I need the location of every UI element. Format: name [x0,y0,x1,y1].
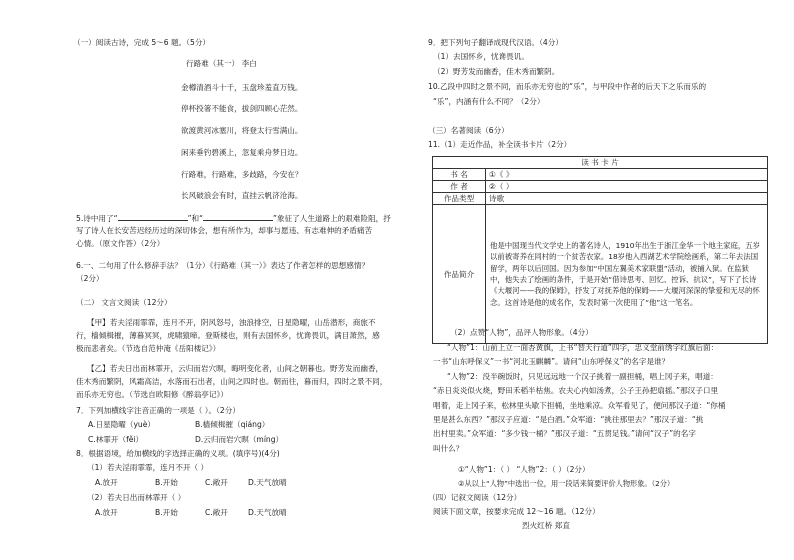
fill-line-b: ②从以上“人物”中选出一位，用一段话来简要评价人物形象。（2分） [458,479,675,488]
q10-line-2: “乐”，内涵有什么不同？（2分） [433,97,545,106]
poem-line: 闲来垂钓碧溪上，忽复乘舟梦日边。 [181,148,303,157]
card-intro-text: 他是中国现当代文学史上的著名诗人，1910年出生于浙江金华一个地主家庭，五岁以前被寄养在同村的一个贫苦农家。18岁他入西湖艺术学院绘画系，第二年去法国留学，两年以后回国。因为参加“中国左翼美术家联盟”活动，被捕入狱。在监狱中，他失去了绘画的条件，于是开始“借诗思考、回忆、控诉、抗议”，写下了长诗《大堰河——我的保姆》，抒发了对抚养他的保姆——大堰河深深的挚爱和无尽的怀念。这首诗是他的成名作，发表时第一次使用了“他”这一笔名。 [486,205,768,344]
q5-line-3: 心情。（原文作答）（2分） [76,239,165,248]
q10-line-1: 10.乙段中四时之景不同，而乐亦无穷也的“乐”，与甲段中作者的后天下之乐而乐的 [428,82,707,91]
poem-title: 行路难（其一） 李白 [186,59,257,68]
q11-2-line: “赤日炎炎似火烧，野田禾稻半枯焦。农夫心内如汤煮，公子王孙把扇摇。”那汉子口里 [433,386,719,395]
card-book-value[interactable]: ①《 》 [486,169,768,181]
yi-line: 佳木秀而繁阴，风霜高洁，水落而石出者，山间之四时也。朝而往，暮而归，四时之景不同， [76,377,388,386]
poem-line: 长风破浪会有时，直挂云帆济沧海。 [181,191,303,200]
yi-line: 而乐亦无穷也。（节选自欧阳修《醉翁亭记》） [76,390,228,399]
q8-1-option-d[interactable]: D.天气放晴 [248,478,287,487]
q7-option-d[interactable]: D.云归而岩穴暝（míng） [195,435,284,444]
poem-line: 欲渡黄河冰塞川，将登太行雪满山。 [181,126,303,135]
q11-2-line: 出村里卖。”众军道：“多少钱一桶？”那汉子道：“五贯足钱。”请问“汉子”的名字 [433,429,696,438]
article-title: 烈火红桥 郑直 [522,521,570,530]
section-3-heading: （三）名著阅读（6分） [428,126,509,135]
card-author-label: 作 者 [433,181,486,193]
yi-line: 【乙】若夫日出而林霏开，云归而岩穴暝，晦明变化者，山间之朝暮也。野芳发而幽香， [87,364,384,373]
jia-line: 【甲】若夫淫雨霏霏，连月不开，阴风怒号，浊浪排空，日星隐曜，山岳潜形，商旅不 [87,318,376,327]
q9-stem: 9．把下列句子翻译成现代汉语。（4分） [428,38,563,47]
q5-blank-2[interactable] [203,212,273,221]
q8-2-option-c[interactable]: C.敞开 [205,508,228,517]
q11-stem: 11.（1）走近作品，补全读书卡片（2分） [428,140,572,149]
poem-line: 金樽清酒斗十千，玉盘珍羞直万钱。 [181,83,303,92]
section-2-heading: （二） 文言文阅读（12分） [76,298,172,307]
q7-stem: 7．下列加横线字注音正确的一项是（ ）。（2分） [76,406,240,415]
card-genre-label: 作品类型 [433,193,486,205]
q11-2-line: “人物”2：没半碗饭时，只见远远地一个汉子挑着一副担桶，唱上冈子来，唱道： [447,372,718,381]
q8-2-option-a[interactable]: A.放开 [95,508,118,517]
q8-1-option-b[interactable]: B.开始 [155,478,178,487]
q5-part-a: 5.诗中用了“ [76,214,118,223]
q11-2-line: “人物”1：山前上立一面杏黄旗，上书“替天行道”四字，忠义堂前绣字红旗后面： [447,343,719,352]
poem-line: 停杯投箸不能食，拔剑四顾心茫然。 [181,104,303,113]
q11-2-line: 一书“山东呼保义”一书“河北玉麒麟”。请问“山东呼保义”的名字是谁？ [433,357,670,366]
q8-item-1: （1）若夫淫雨霏霏，连月不开（ ） [87,463,209,472]
q11-2-stem: （2）点赞“人物”，品评人物形象。（4分） [450,328,593,337]
jia-line: 极而悲者矣。（节选自范仲淹《岳阳楼记》） [76,344,221,353]
q5-line-2: 写了诗人在长安苦迟经历过的深切体会，想有所作为，却事与愿违、有志难伸的矛盾痛苦 [76,226,373,235]
q6-line-1: 6.一、二句用了什么修辞手法？（1分）《行路难（其一）》表达了作者怎样的思想感情？ [76,261,370,270]
q7-option-a[interactable]: A.日星隐曜（yuè） [88,420,156,429]
card-intro-label: 作品简介 [433,205,486,344]
q8-stem: 8．根据语境，给加横线的字选择正确的义项。(填序号)(4分) [76,449,280,458]
q8-1-option-a[interactable]: A.放开 [95,478,118,487]
card-title: 读 书 卡 片 [433,157,768,169]
q8-1-option-c[interactable]: C.敞开 [205,478,228,487]
section-1-heading: （一）阅读古诗，完成 5～6 题。（5分） [73,38,211,47]
q9-item-2: （2）野芳发而幽香，佳木秀而繁阴。 [433,67,560,76]
q5-part-c: ”象征了人生道路上的艰难险阻，抒 [273,214,391,223]
q7-option-b[interactable]: B.樯倾楫摧（qiáng） [195,420,270,429]
card-author-value[interactable]: ②（ ） [486,181,768,193]
q8-2-option-d[interactable]: D.天气放晴 [248,508,287,517]
q11-2-line: 叫什么？ [433,444,464,453]
q11-2-line: 里是甚么东西？”那汉子应道：“是白酒。”众军道：“挑往那里去？”那汉子道：“挑 [433,415,704,424]
reading-card [432,156,768,344]
q5-blank-1[interactable] [118,212,188,221]
section-4-stem: 阅读下面文章，按要求完成 12～16 题。（12分） [433,507,600,516]
q8-item-2: （2）若夫日出而林霏开（ ） [87,493,186,502]
q9-item-1: （1）去国怀乡，忧谗畏讥。 [433,52,529,61]
fill-line-a[interactable]: ①“人物”1：（ ） “人物”2：（ ）（2分） [458,465,590,474]
q11-2-line: 唱着，走上冈子来，松林里头歇下担桶，坐地乘凉。众军看见了，便问那汉子道：“你桶 [433,401,726,410]
section-4-heading: （四）记叙文阅读（12分） [428,493,522,502]
q6-line-2: （2分） [76,274,104,283]
q7-option-c[interactable]: C.林霏开（fěi） [88,435,144,444]
jia-line: 行，樯倾楫摧，薄暮冥冥，虎啸猿啼。登斯楼也，则有去国怀乡，忧谗畏讥，满目萧然，感 [76,331,380,340]
poem-line: 行路难，行路难，多歧路，今安在？ [181,170,303,179]
question-5 [76,212,391,224]
q8-2-option-b[interactable]: B.开始 [155,508,178,517]
card-genre-value: 诗歌 [486,193,768,205]
card-book-label: 书 名 [433,169,486,181]
q5-part-b: ”和“ [187,214,204,223]
